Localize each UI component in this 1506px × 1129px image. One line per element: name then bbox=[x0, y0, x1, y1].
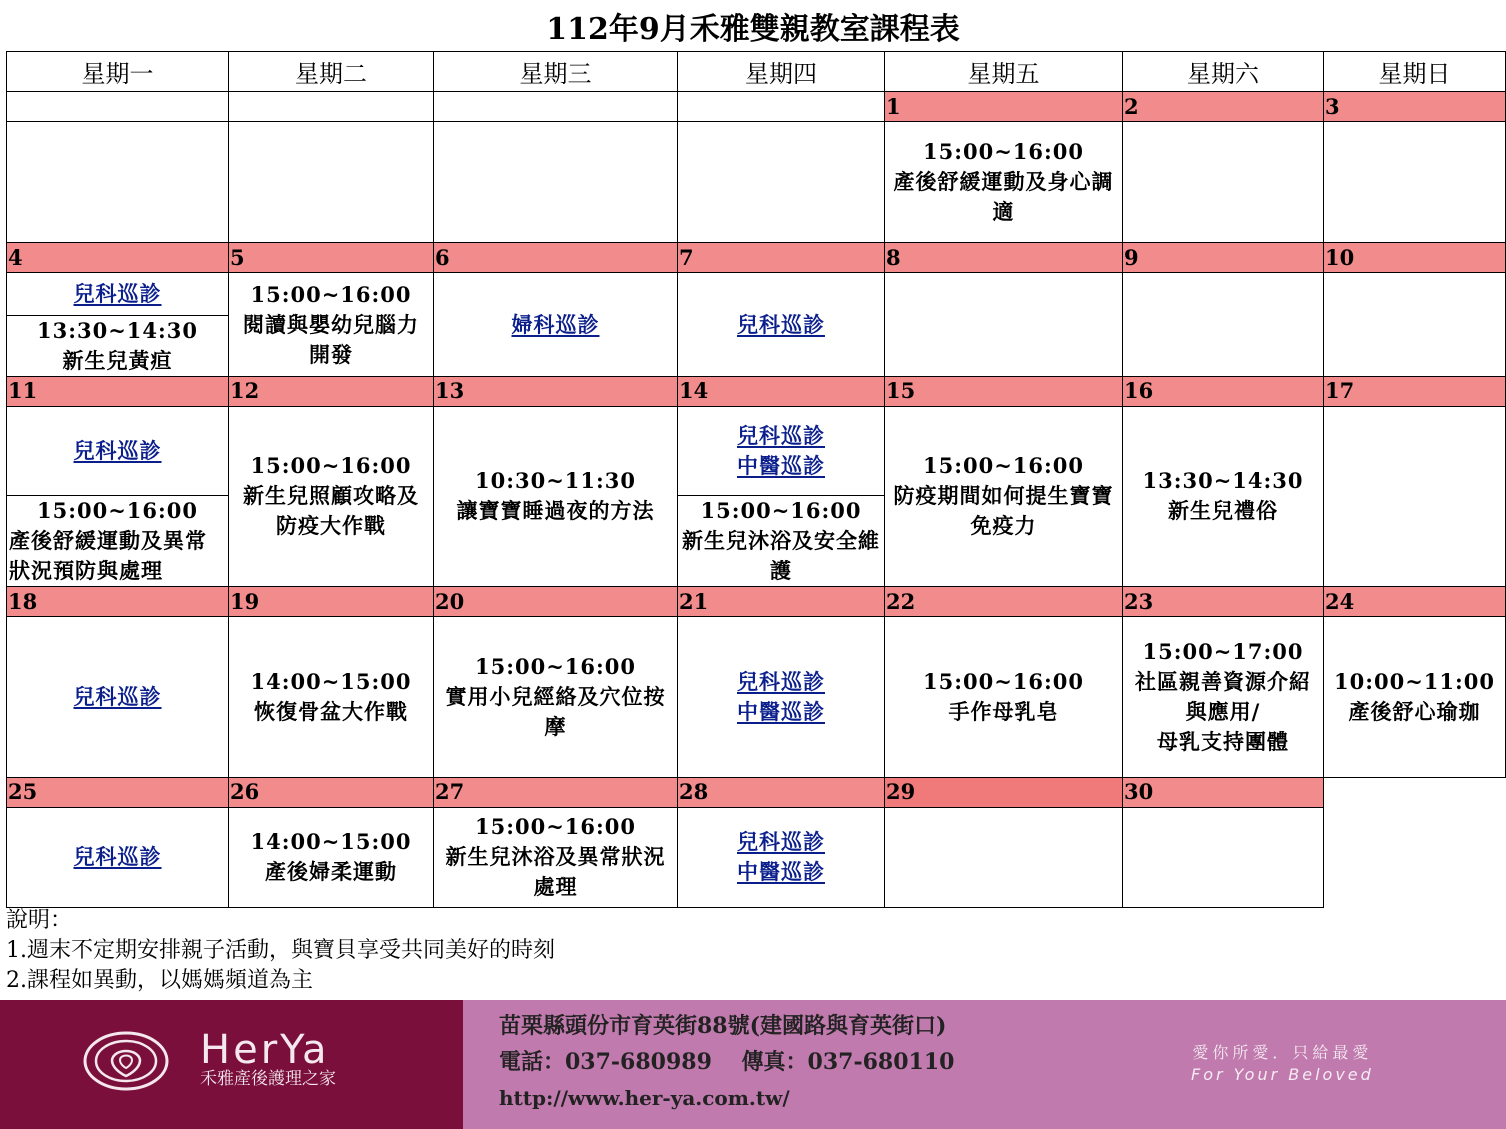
date-cell: 6 bbox=[434, 243, 678, 273]
day-cell bbox=[1123, 807, 1324, 907]
class-title: 新生兒沐浴及異常狀況處理 bbox=[445, 844, 666, 900]
class-title: 產後舒緩運動及異常狀況預防與處理 bbox=[9, 527, 207, 583]
pediatric-clinic-link[interactable]: 兒科巡診 bbox=[737, 422, 825, 448]
notes-section bbox=[6, 906, 555, 996]
date-cell: 15 bbox=[885, 376, 1123, 406]
day-cell bbox=[1324, 807, 1506, 907]
slogan-chinese: 愛你所愛．只給最愛 bbox=[1192, 1043, 1373, 1062]
day-cell bbox=[229, 617, 434, 777]
day-cell bbox=[434, 122, 678, 243]
date-cell: 4 bbox=[7, 243, 229, 273]
pediatric-clinic-link[interactable]: 兒科巡診 bbox=[73, 437, 162, 463]
schedule-table bbox=[6, 51, 1506, 908]
slogan bbox=[1191, 1042, 1374, 1086]
day-cell bbox=[1123, 122, 1324, 243]
day-cell bbox=[229, 406, 434, 586]
class-title-2: 母乳支持團體 bbox=[1157, 728, 1289, 754]
class-title: 閱讀與嬰幼兒腦力開發 bbox=[243, 311, 419, 367]
class-title: 恢復骨盆大作戰 bbox=[254, 698, 408, 724]
class-title: 新生兒沐浴及安全維護 bbox=[682, 527, 880, 583]
brand-logo-text: HerYa bbox=[200, 1027, 330, 1073]
date-cell: 30 bbox=[1123, 777, 1324, 807]
weekday-header-tue: 星期二 bbox=[229, 52, 434, 92]
date-cell: 13 bbox=[434, 376, 678, 406]
date-cell: 8 bbox=[885, 243, 1123, 273]
day-cell bbox=[885, 406, 1123, 586]
class-time: 15:00~16:00 bbox=[250, 281, 412, 307]
class-title: 實用小兒經絡及穴位按摩 bbox=[445, 683, 666, 739]
weekday-header-fri: 星期五 bbox=[885, 52, 1123, 92]
class-time: 15:00~16:00 bbox=[923, 453, 1084, 479]
date-cell: 20 bbox=[434, 587, 678, 617]
class-time: 15:00~16:00 bbox=[475, 653, 636, 679]
weekday-header-sat: 星期六 bbox=[1123, 52, 1324, 92]
day-cell bbox=[1324, 406, 1506, 586]
date-cell: 3 bbox=[1324, 92, 1506, 122]
pediatric-clinic-link[interactable]: 兒科巡診 bbox=[737, 311, 825, 337]
footer-brand-panel bbox=[0, 1000, 463, 1129]
day-cell bbox=[434, 807, 678, 907]
class-title: 讓寶寶睡過夜的方法 bbox=[456, 498, 655, 524]
date-cell: 22 bbox=[885, 587, 1123, 617]
footer-banner bbox=[0, 1000, 1506, 1129]
day-cell bbox=[1123, 406, 1324, 586]
day-cell bbox=[1324, 617, 1506, 777]
pediatric-clinic-link[interactable]: 兒科巡診 bbox=[73, 683, 162, 709]
date-cell: 23 bbox=[1123, 587, 1324, 617]
class-title: 防疫期間如何提生寶寶免疫力 bbox=[893, 483, 1114, 539]
date-cell bbox=[229, 92, 434, 122]
class-time: 13:30~14:30 bbox=[37, 317, 198, 343]
notes-line-1: 1.週末不定期安排親子活動，與寶貝享受共同美好的時刻 bbox=[6, 938, 555, 963]
class-title: 新生兒黃疸 bbox=[62, 347, 173, 373]
day-cell bbox=[229, 807, 434, 907]
day-cell bbox=[678, 807, 885, 907]
gynecology-clinic-link[interactable]: 婦科巡診 bbox=[511, 311, 600, 337]
day-cell bbox=[434, 617, 678, 777]
day-cell bbox=[1324, 273, 1506, 376]
class-time: 14:00~15:00 bbox=[250, 668, 412, 694]
class-time: 15:00~16:00 bbox=[475, 814, 636, 840]
day-cell bbox=[1123, 273, 1324, 376]
rose-logo-icon bbox=[82, 1030, 170, 1092]
class-time: 15:00~17:00 bbox=[1142, 638, 1304, 664]
date-cell: 7 bbox=[678, 243, 885, 273]
class-title: 社區親善資源介紹與應用/ bbox=[1135, 668, 1311, 724]
class-time: 15:00~16:00 bbox=[37, 497, 198, 523]
day-cell bbox=[7, 617, 229, 777]
class-title: 新生兒照顧攻略及防疫大作戰 bbox=[243, 483, 419, 539]
class-title: 產後舒心瑜珈 bbox=[1348, 698, 1481, 724]
class-title: 產後婦柔運動 bbox=[265, 859, 397, 885]
address: 苗栗縣頭份市育英街88號(建國路與育英街口) bbox=[499, 1013, 947, 1039]
day-cell bbox=[678, 406, 885, 586]
date-cell: 27 bbox=[434, 777, 678, 807]
day-cell bbox=[678, 122, 885, 243]
chinese-medicine-clinic-link[interactable]: 中醫巡診 bbox=[737, 859, 825, 885]
day-cell bbox=[885, 273, 1123, 376]
day-cell bbox=[885, 807, 1123, 907]
weekday-header-wed: 星期三 bbox=[434, 52, 678, 92]
class-time: 14:00~15:00 bbox=[250, 829, 412, 855]
date-cell: 24 bbox=[1324, 587, 1506, 617]
class-time: 10:00~11:00 bbox=[1334, 668, 1495, 694]
day-cell bbox=[7, 122, 229, 243]
date-cell: 16 bbox=[1123, 376, 1324, 406]
class-time: 15:00~16:00 bbox=[923, 668, 1084, 694]
date-cell: 1 bbox=[885, 92, 1123, 122]
pediatric-clinic-link[interactable]: 兒科巡診 bbox=[737, 829, 825, 855]
day-cell bbox=[434, 273, 678, 376]
date-cell bbox=[7, 92, 229, 122]
day-cell bbox=[7, 406, 229, 586]
notes-heading: 說明： bbox=[6, 908, 73, 933]
pediatric-clinic-link[interactable]: 兒科巡診 bbox=[73, 281, 162, 307]
date-cell: 17 bbox=[1324, 376, 1506, 406]
day-cell bbox=[1123, 617, 1324, 777]
day-cell bbox=[1324, 122, 1506, 243]
date-cell bbox=[434, 92, 678, 122]
date-cell bbox=[1324, 777, 1506, 807]
weekday-header-mon: 星期一 bbox=[7, 52, 229, 92]
phone-fax: 電話：037-680989 傳真：037-680110 bbox=[499, 1049, 955, 1075]
day-cell bbox=[678, 273, 885, 376]
date-cell: 21 bbox=[678, 587, 885, 617]
date-cell: 25 bbox=[7, 777, 229, 807]
day-cell bbox=[885, 617, 1123, 777]
page-title: 112年9月禾雅雙親教室課程表 bbox=[546, 12, 960, 47]
contact-info bbox=[499, 1008, 954, 1116]
date-cell: 10 bbox=[1324, 243, 1506, 273]
pediatric-clinic-link[interactable]: 兒科巡診 bbox=[737, 668, 825, 694]
date-cell: 26 bbox=[229, 777, 434, 807]
chinese-medicine-clinic-link[interactable]: 中醫巡診 bbox=[737, 452, 825, 478]
date-cell: 19 bbox=[229, 587, 434, 617]
class-title: 新生兒禮俗 bbox=[1168, 498, 1278, 524]
date-cell: 9 bbox=[1123, 243, 1324, 273]
pediatric-clinic-link[interactable]: 兒科巡診 bbox=[73, 844, 162, 870]
class-title: 手作母乳皂 bbox=[948, 698, 1059, 724]
day-cell bbox=[678, 617, 885, 777]
date-cell: 12 bbox=[229, 376, 434, 406]
date-cell: 28 bbox=[678, 777, 885, 807]
date-cell: 2 bbox=[1123, 92, 1324, 122]
brand-subtitle: 禾雅產後護理之家 bbox=[200, 1069, 336, 1089]
date-cell: 18 bbox=[7, 587, 229, 617]
class-title: 產後舒緩運動及身心調適 bbox=[893, 169, 1114, 225]
weekday-header-sun: 星期日 bbox=[1324, 52, 1506, 92]
day-cell bbox=[7, 807, 229, 907]
class-time: 15:00~16:00 bbox=[700, 497, 862, 523]
date-cell: 29 bbox=[885, 777, 1123, 807]
date-cell: 14 bbox=[678, 376, 885, 406]
chinese-medicine-clinic-link[interactable]: 中醫巡診 bbox=[737, 698, 825, 724]
date-cell: 11 bbox=[7, 376, 229, 406]
day-cell bbox=[229, 273, 434, 376]
class-time: 13:30~14:30 bbox=[1142, 468, 1304, 494]
date-cell: 5 bbox=[229, 243, 434, 273]
day-cell bbox=[7, 273, 229, 376]
day-cell bbox=[434, 406, 678, 586]
slogan-english: For Your Beloved bbox=[1191, 1065, 1374, 1084]
day-cell bbox=[885, 122, 1123, 243]
date-cell bbox=[678, 92, 885, 122]
footer-contact-panel bbox=[463, 1000, 1506, 1129]
class-time: 15:00~16:00 bbox=[250, 453, 412, 479]
notes-line-2: 2.課程如異動，以媽媽頻道為主 bbox=[6, 968, 313, 993]
weekday-header-thu: 星期四 bbox=[678, 52, 885, 92]
class-time: 15:00~16:00 bbox=[923, 139, 1084, 165]
website-link[interactable]: http://www.her-ya.com.tw/ bbox=[499, 1086, 790, 1110]
day-cell bbox=[229, 122, 434, 243]
class-time: 10:30~11:30 bbox=[475, 468, 636, 494]
